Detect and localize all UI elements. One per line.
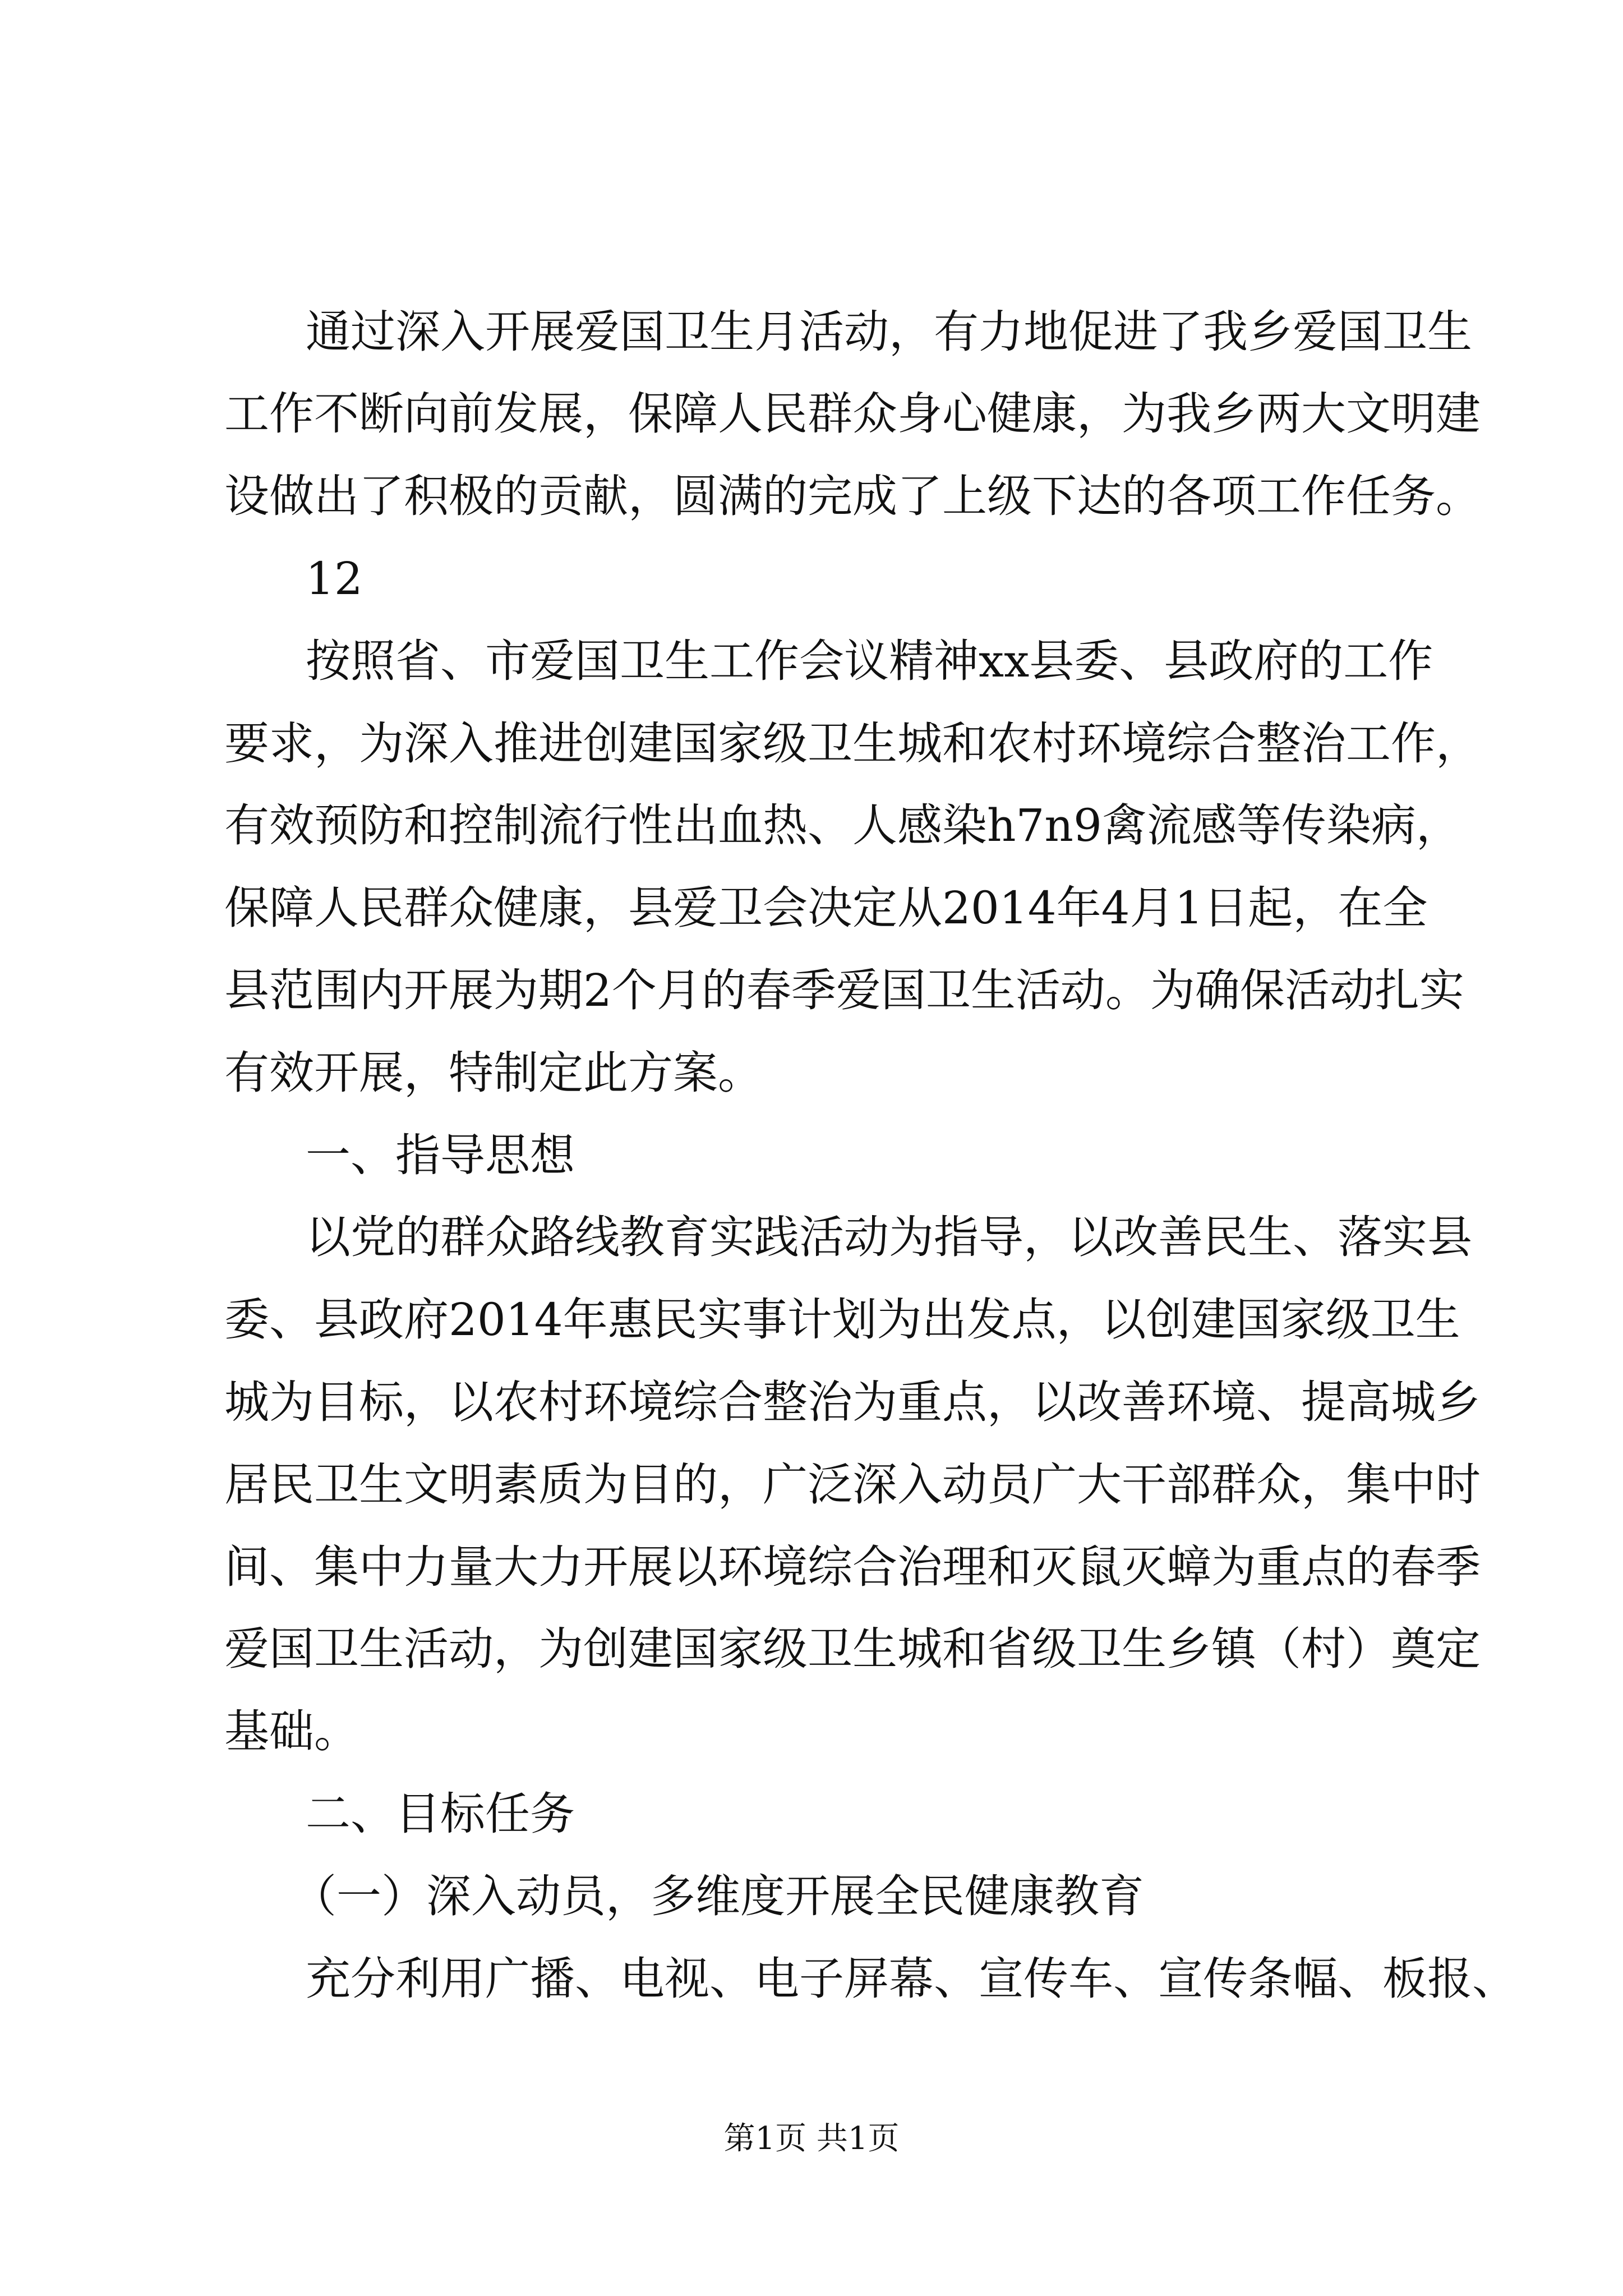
text-line: 有效开展，特制定此方案。 xyxy=(224,1047,763,1099)
text-line: 间、集中力量大力开展以环境综合治理和灭鼠灭蟑为重点的春季 xyxy=(224,1541,1481,1593)
text-line: 县范围内开展为期2个月的春季爱国卫生活动。为确保活动扎实 xyxy=(224,964,1464,1016)
text-line: 城为目标，以农村环境综合整治为重点，以改善环境、提高城乡 xyxy=(224,1376,1481,1428)
text-line: 委、县政府2014年惠民实事计划为出发点，以创建国家级卫生 xyxy=(224,1294,1460,1346)
text-line: 有效预防和控制流行性出血热、人感染h7n9禽流感等传染病， xyxy=(224,799,1461,852)
text-line: 设做出了积极的贡献，圆满的完成了上级下达的各项工作任务。 xyxy=(224,470,1481,522)
section-heading: 二、目标任务 xyxy=(306,1788,575,1840)
text-line: 充分利用广播、电视、电子屏幕、宣传车、宣传条幅、板报、 xyxy=(306,1953,1517,2005)
text-line: 基础。 xyxy=(224,1705,359,1757)
page-footer: 第1页 共1页 xyxy=(723,2120,900,2157)
text-line: 要求，为深入推进创建国家级卫生城和农村环境综合整治工作， xyxy=(224,717,1481,770)
text-line: 保障人民群众健康，县爱卫会决定从2014年4月1日起，在全 xyxy=(224,882,1428,934)
subsection-heading: （一）深入动员，多维度开展全民健康教育 xyxy=(292,1870,1144,1922)
text-line: 居民卫生文明素质为目的，广泛深入动员广大干部群众，集中时 xyxy=(224,1458,1481,1511)
text-line: 以党的群众路线教育实践活动为指导，以改善民生、落实县 xyxy=(306,1211,1472,1263)
text-line: 12 xyxy=(306,553,363,605)
text-line: 按照省、市爱国卫生工作会议精神xx县委、县政府的工作 xyxy=(306,635,1433,687)
text-line: 通过深入开展爱国卫生月活动，有力地促进了我乡爱国卫生 xyxy=(306,306,1472,358)
section-heading: 一、指导思想 xyxy=(306,1129,575,1181)
text-line: 爱国卫生活动，为创建国家级卫生城和省级卫生乡镇（村）奠定 xyxy=(224,1623,1481,1675)
text-line: 工作不断向前发展，保障人民群众身心健康，为我乡两大文明建 xyxy=(224,388,1481,440)
